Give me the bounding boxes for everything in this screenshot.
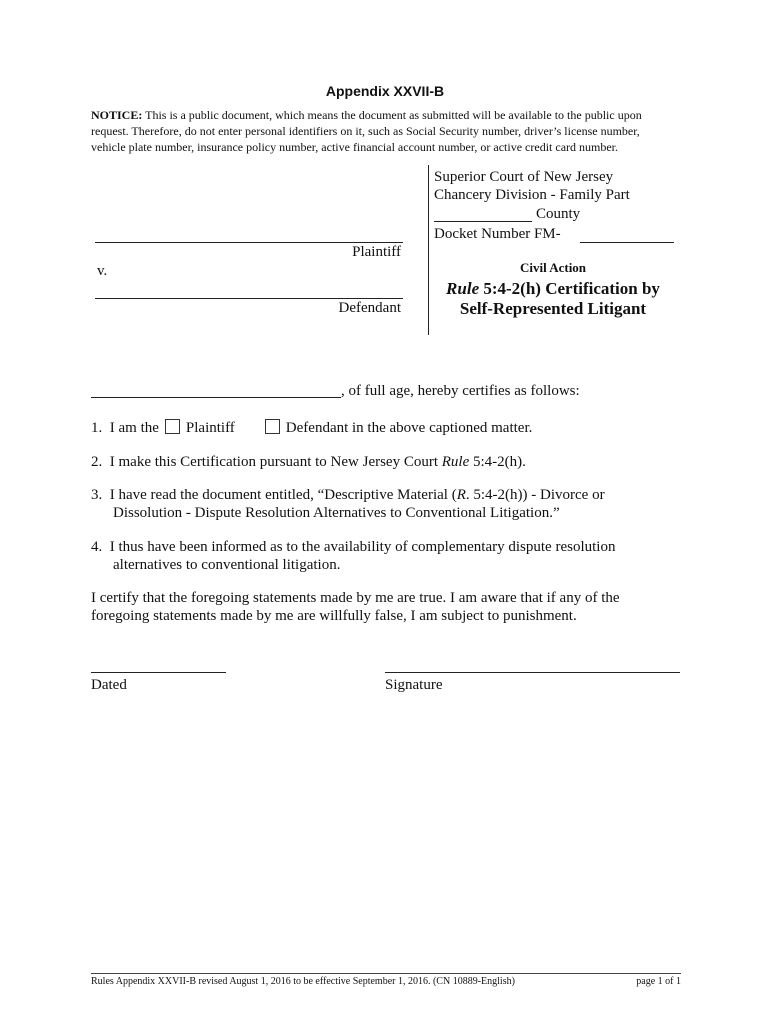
rule-italic: R — [456, 487, 466, 503]
certification-line-2: foregoing statements made by me are willfully false, I am subject to punishment. — [91, 608, 577, 624]
footer-revision-text: Rules Appendix XXVII-B revised August 1, 2016 to be effective September 1, 2016. (CN 10889-English) — [91, 976, 515, 987]
plaintiff-label: Plaintiff — [352, 244, 401, 260]
docket-number-field[interactable] — [580, 242, 674, 243]
county-field[interactable] — [434, 221, 532, 222]
notice-label: NOTICE: — [91, 108, 143, 122]
item-3 — [91, 486, 605, 504]
notice-line-1 — [91, 107, 642, 123]
dated-label: Dated — [91, 677, 127, 693]
item-text: I am the — [109, 420, 159, 436]
item-text: I have read the document entitled, “Descriptive Material ( — [109, 487, 457, 503]
item-text: I make this Certification pursuant to New Jersey Court — [109, 454, 442, 470]
page-number: page 1 of 1 — [636, 976, 681, 987]
item-1 — [91, 419, 532, 437]
signature-label: Signature — [385, 677, 443, 693]
item-number: 2. — [91, 454, 103, 470]
document-title-line-2: Self-Represented Litigant — [459, 299, 647, 318]
item-number: 1. — [91, 420, 103, 436]
versus-label: v. — [97, 263, 108, 279]
notice-line-2: request. Therefore, do not enter personal identifiers on it, such as Social Security number, driver’s license number, — [91, 124, 640, 138]
item-2 — [91, 453, 526, 471]
signature-field[interactable] — [385, 672, 680, 673]
intro-text: , of full age, hereby certifies as follows: — [341, 383, 580, 399]
notice-text: This is a public document, which means the document as submitted will be available to the public upon — [145, 108, 642, 122]
page-title: Appendix XXVII-B — [325, 83, 445, 99]
date-field[interactable] — [91, 672, 226, 673]
court-division: Chancery Division - Family Part — [434, 187, 630, 203]
defendant-checkbox[interactable] — [265, 419, 280, 434]
item-text: I thus have been informed as to the availability of complementary dispute resolution — [109, 539, 616, 555]
rule-italic: Rule — [441, 454, 470, 470]
defendant-label: Defendant — [338, 300, 401, 316]
title-text: 5:4-2(h) Certification by — [479, 279, 660, 298]
item-number: 3. — [91, 487, 103, 503]
plaintiff-option-label: Plaintiff — [185, 420, 235, 436]
item-number: 4. — [91, 539, 103, 555]
item-text-end: . 5:4-2(h)) - Divorce or — [465, 487, 605, 503]
certifier-name-field[interactable] — [91, 397, 341, 398]
item-3-line-2: Dissolution - Dispute Resolution Alternatives to Conventional Litigation.” — [113, 505, 560, 521]
plaintiff-checkbox[interactable] — [165, 419, 180, 434]
item-text-end: 5:4-2(h). — [469, 454, 526, 470]
item-4-line-2: alternatives to conventional litigation. — [113, 557, 341, 573]
footer-divider — [91, 973, 681, 974]
county-label: County — [536, 206, 581, 222]
court-name: Superior Court of New Jersey — [434, 169, 614, 185]
certification-line-1: I certify that the foregoing statements made by me are true. I am aware that if any of the — [91, 590, 620, 606]
docket-label: Docket Number FM- — [434, 226, 561, 242]
defendant-option-label: Defendant in the above captioned matter. — [285, 420, 533, 436]
item-4 — [91, 538, 615, 556]
civil-action-label: Civil Action — [519, 260, 587, 275]
rule-italic: Rule — [446, 279, 480, 298]
notice-line-3: vehicle plate number, insurance policy number, active financial account number, or active credit card number. — [91, 140, 619, 154]
document-title-line-1 — [428, 279, 678, 299]
